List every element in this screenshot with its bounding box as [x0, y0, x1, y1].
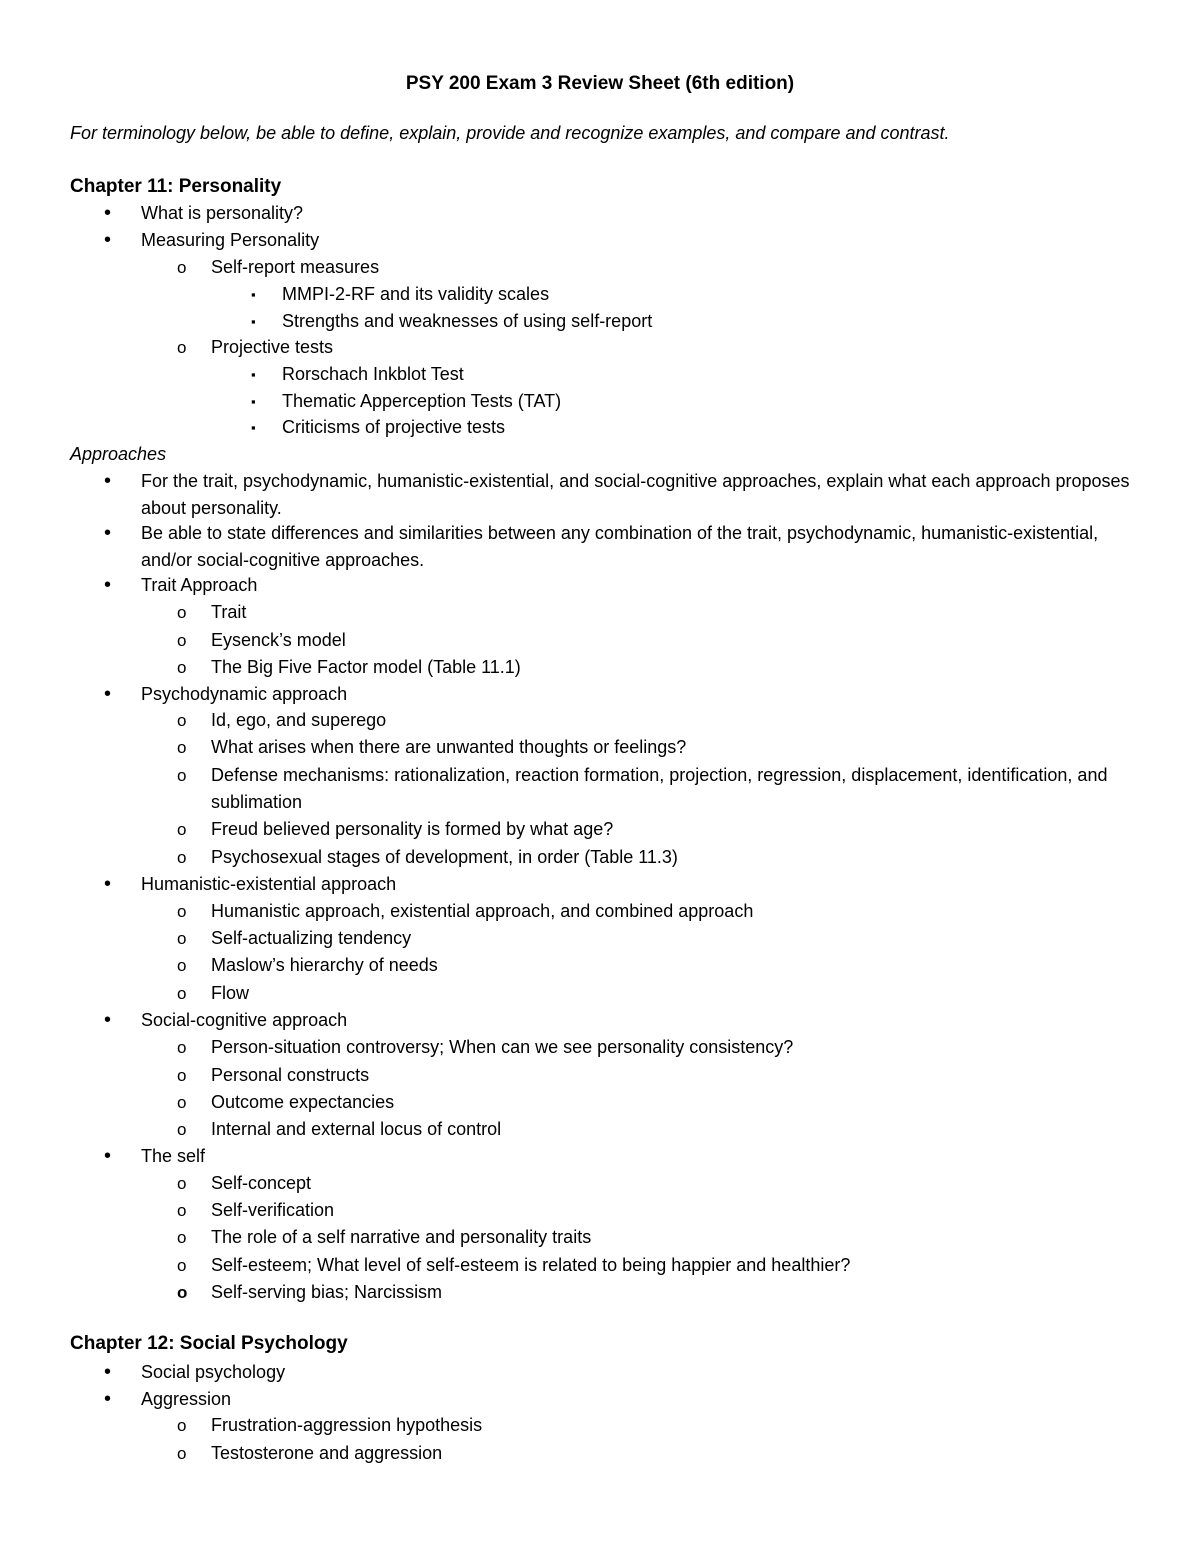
list-item: • Trait Approach	[104, 574, 258, 596]
list-item: o Outcome expectancies	[177, 1092, 395, 1112]
chapter-12-heading: Chapter 12: Social Psychology	[70, 1333, 348, 1354]
list-item: o Personal constructs	[177, 1065, 370, 1085]
list-item: o Psychosexual stages of development, in order (Table 11.3)	[177, 847, 678, 867]
list-item: o The Big Five Factor model (Table 11.1)	[177, 657, 521, 677]
list-item: o Flow	[177, 983, 250, 1003]
chapter-11-heading: Chapter 11: Personality	[70, 176, 282, 197]
list-item: • Aggression	[104, 1388, 232, 1410]
list-item: ▪ Rorschach Inkblot Test	[251, 364, 464, 384]
list-item: o Self-actualizing tendency	[177, 928, 412, 948]
intro-text: For terminology below, be able to define, explain, provide and recognize examples, and compare and contrast.	[70, 123, 950, 143]
list-item: o Eysenck’s model	[177, 630, 346, 650]
page-title: PSY 200 Exam 3 Review Sheet (6th edition)	[405, 73, 795, 94]
list-item: ▪ Criticisms of projective tests	[251, 417, 506, 437]
list-item: • For the trait, psychodynamic, humanistic-existential, and social-cognitive approaches, explain what each approach proposes about personality.	[104, 470, 1130, 518]
list-item: o Trait	[177, 602, 247, 622]
list-item: • The self	[104, 1145, 206, 1167]
list-item: ▪ Thematic Apperception Tests (TAT)	[251, 391, 562, 411]
list-item: • What is personality?	[104, 202, 304, 224]
list-item: o Testosterone and aggression	[177, 1443, 443, 1463]
list-item: o The role of a self narrative and personality traits	[177, 1227, 592, 1247]
list-item: o Frustration-aggression hypothesis	[177, 1415, 483, 1435]
list-item: o Self-esteem; What level of self-esteem is related to being happier and healthier?	[177, 1255, 851, 1275]
list-item: • Humanistic-existential approach	[104, 873, 397, 895]
list-item: • Measuring Personality	[104, 229, 320, 251]
list-item: o Self-concept	[177, 1173, 312, 1193]
list-item: ▪ Strengths and weaknesses of using self-report	[251, 311, 653, 331]
list-item: o Self-report measures	[177, 257, 380, 277]
list-item: o What arises when there are unwanted thoughts or feelings?	[177, 737, 687, 757]
approaches-label: Approaches	[70, 444, 167, 464]
list-item: o Humanistic approach, existential approach, and combined approach	[177, 901, 754, 921]
list-item: • Social psychology	[104, 1361, 286, 1383]
list-item: • Social-cognitive approach	[104, 1009, 348, 1031]
list-item: o Id, ego, and superego	[177, 710, 387, 730]
list-item: o Projective tests	[177, 337, 334, 357]
list-item: o Person-situation controversy; When can we see personality consistency?	[177, 1037, 794, 1057]
list-item: o Internal and external locus of control	[177, 1119, 502, 1139]
list-item: o Defense mechanisms: rationalization, reaction formation, projection, regression, displacement, identification, and sublimation	[177, 765, 1108, 812]
list-item: ▪ MMPI-2-RF and its validity scales	[251, 284, 550, 304]
list-item: o Freud believed personality is formed by what age?	[177, 819, 614, 839]
list-item: • Be able to state differences and similarities between any combination of the trait, psychodynamic, humanistic-existential, and/or social-cognitive approaches.	[104, 522, 1099, 570]
list-item: o Self-verification	[177, 1200, 335, 1220]
list-item: • Psychodynamic approach	[104, 683, 348, 705]
list-item: o Self-serving bias; Narcissism	[177, 1282, 443, 1302]
list-item: o Maslow’s hierarchy of needs	[177, 955, 438, 975]
